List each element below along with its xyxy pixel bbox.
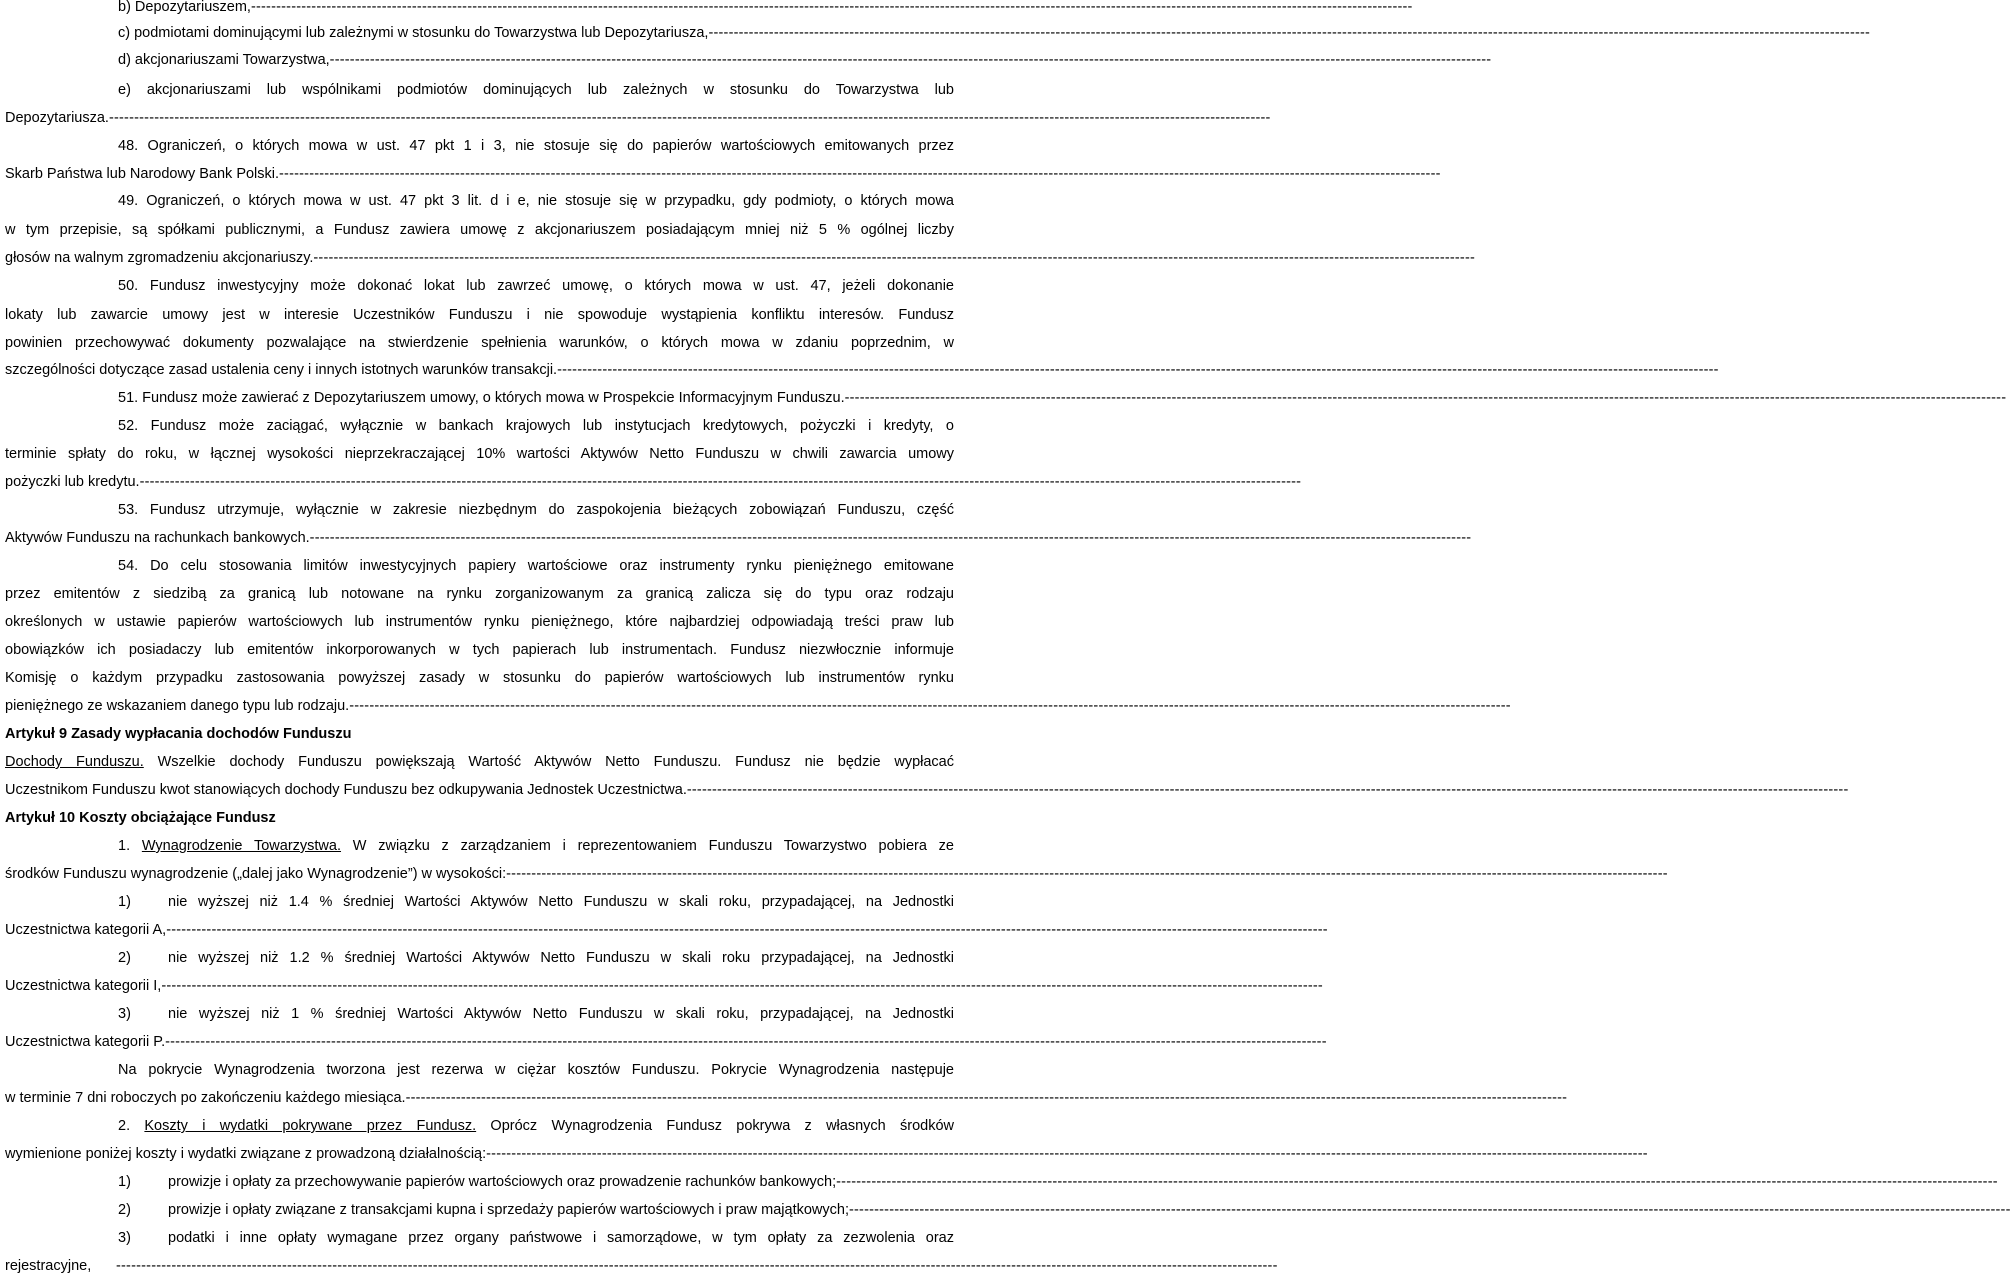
paragraph-text: Na pokrycie Wynagrodzenia tworzona jest rezerwa w ciężar kosztów Funduszu. Pokrycie Wynagrodzenia następuje [118, 1062, 954, 1078]
text-line [5, 528, 1472, 548]
dash-filler: --------------------------------------------------------------------------------------------------------------------------------------------------------------------------------------------------------------------------------------- [405, 1090, 1568, 1106]
section-title-koszty: Koszty i wydatki pokrywane przez Fundusz. [144, 1118, 477, 1134]
dash-filler: --------------------------------------------------------------------------------------------------------------------------------------------------------------------------------------------------------------------------------------- [686, 782, 1849, 798]
dash-filler: --------------------------------------------------------------------------------------------------------------------------------------------------------------------------------------------------------------------------------------- [329, 52, 1492, 68]
paragraph-text [118, 1116, 954, 1136]
dash-filler: --------------------------------------------------------------------------------------------------------------------------------------------------------------------------------------------------------------------------------------- [309, 530, 1472, 546]
dash-filler: --------------------------------------------------------------------------------------------------------------------------------------------------------------------------------------------------------------------------------------- [313, 250, 1476, 266]
paragraph-text: nie wyższej niż 1 % średniej Wartości Aktywów Netto Funduszu w skali roku, przypadającej, na Jednostki [168, 1006, 954, 1022]
dash-filler: --------------------------------------------------------------------------------------------------------------------------------------------------------------------------------------------------------------------------------------- [116, 1258, 1278, 1274]
item-number: 2) [118, 950, 131, 966]
text-line [5, 360, 1719, 380]
section-title-dochody: Dochody Funduszu. [5, 754, 144, 770]
dash-filler: --------------------------------------------------------------------------------------------------------------------------------------------------------------------------------------------------------------------------------------- [836, 1174, 1998, 1190]
dash-filler: --------------------------------------------------------------------------------------------------------------------------------------------------------------------------------------------------------------------------------------- [506, 866, 1668, 882]
text-line [5, 920, 1328, 940]
paragraph-49: 49. Ograniczeń, o których mowa w ust. 47 pkt 3 lit. d i e, nie stosuje się w przypadku, gdy podmioty, o których mowa [118, 193, 954, 209]
paragraph-text: w tym przepisie, są spółkami publicznymi, a Fundusz zawiera umowę z akcjonariuszem posiadającym mniej niż 5 % ogólnej liczby [5, 222, 954, 238]
text-line [5, 1088, 1568, 1108]
paragraph-text: lokaty lub zawarcie umowy jest w interesie Uczestników Funduszu i nie spowoduje wystąpienia konfliktu interesów. Fundusz [5, 307, 954, 323]
paragraph-text: wymienione poniżej koszty i wydatki związane z prowadzoną działalnością: [5, 1146, 487, 1162]
paragraph-text: prowizje i opłaty za przechowywanie papierów wartościowych oraz prowadzenie rachunków bankowych; [168, 1174, 837, 1190]
dash-filler: --------------------------------------------------------------------------------------------------------------------------------------------------------------------------------------------------------------------------------------- [708, 25, 1871, 41]
paragraph-48: 48. Ograniczeń, o których mowa w ust. 47 pkt 1 i 3, nie stosuje się do papierów wartościowych emitowanych przez [118, 138, 954, 154]
paragraph-text: Uczestnictwa kategorii I, [5, 978, 162, 994]
dash-filler: --------------------------------------------------------------------------------------------------------------------------------------------------------------------------------------------------------------------------------------- [486, 1146, 1648, 1162]
list-item-d: d) akcjonariuszami Towarzystwa, [118, 52, 330, 68]
paragraph-text: środków Funduszu wynagrodzenie („dalej jako Wynagrodzenie”) w wysokości: [5, 866, 507, 882]
paragraph-text: w terminie 7 dni roboczych po zakończeniu każdego miesiąca. [5, 1090, 406, 1106]
dash-filler: --------------------------------------------------------------------------------------------------------------------------------------------------------------------------------------------------------------------------------------- [349, 698, 1511, 714]
text-line [5, 780, 1849, 800]
paragraph-text: Oprócz Wynagrodzenia Fundusz pokrywa z własnych środków [476, 1118, 955, 1134]
paragraph-text: pożyczki lub kredytu. [5, 474, 140, 490]
text-line [5, 1144, 1648, 1164]
paragraph-text: Uczestnictwa kategorii A, [5, 922, 167, 938]
paragraph-text: Aktywów Funduszu na rachunkach bankowych. [5, 530, 310, 546]
paragraph-51: 51. Fundusz może zawierać z Depozytariuszem umowy, o których mowa w Prospekcie Informacyjnym Funduszu. [118, 390, 845, 406]
paragraph-text: nie wyższej niż 1.4 % średniej Wartości Aktywów Netto Funduszu w skali roku, przypadającej, na Jednostki [168, 894, 954, 910]
text-line [118, 0, 1413, 17]
paragraph-text: W związku z zarządzaniem i reprezentowaniem Funduszu Towarzystwo pobiera ze [341, 838, 954, 854]
article-10-heading: Artykuł 10 Koszty obciążające Fundusz [5, 810, 276, 826]
paragraph-text: obowiązków ich posiadaczy lub emitentów inkorporowanych w tych papierach lub instrumentach. Fundusz niezwłocznie informuje [5, 642, 954, 658]
dash-filler: --------------------------------------------------------------------------------------------------------------------------------------------------------------------------------------------------------------------------------------- [165, 1034, 1327, 1050]
dash-filler: --------------------------------------------------------------------------------------------------------------------------------------------------------------------------------------------------------------------------------------- [848, 1202, 2011, 1218]
paragraph-text: określonych w ustawie papierów wartościowych lub instrumentów rynku pieniężnego, które najbardziej odpowiadają treści praw lub [5, 614, 954, 630]
text-line [118, 23, 1871, 43]
paragraph-52: 52. Fundusz może zaciągać, wyłącznie w bankach krajowych lub instytucjach kredytowych, pożyczki i kredyty, o [118, 418, 954, 434]
paragraph-50: 50. Fundusz inwestycyjny może dokonać lokat lub zawrzeć umowę, o których mowa w ust. 47, jeżeli dokonanie [118, 278, 954, 294]
dash-filler: --------------------------------------------------------------------------------------------------------------------------------------------------------------------------------------------------------------------------------------- [844, 390, 2007, 406]
text-line [5, 1032, 1327, 1052]
item-number: 2. [118, 1118, 145, 1134]
item-number: 1) [118, 894, 131, 910]
text-line [118, 50, 1492, 70]
paragraph-text: szczególności dotyczące zasad ustalenia ceny i innych istotnych warunków transakcji. [5, 362, 558, 378]
paragraph-53: 53. Fundusz utrzymuje, wyłącznie w zakresie niezbędnym do zaspokojenia bieżących zobowiązań Funduszu, część [118, 502, 954, 518]
item-number: 2) [118, 1202, 131, 1218]
text-line [5, 472, 1302, 492]
text-line [5, 864, 1668, 884]
paragraph-text: nie wyższej niż 1.2 % średniej Wartości Aktywów Netto Funduszu w skali roku przypadającej, na Jednostki [168, 950, 954, 966]
cost-item-2 [118, 1200, 2011, 1220]
list-item-e: e) akcjonariuszami lub wspólnikami podmiotów dominujących lub zależnych w stosunku do Towarzystwa lub [118, 82, 954, 98]
list-item-c: c) podmiotami dominującymi lub zależnymi w stosunku do Towarzystwa lub Depozytariusza, [118, 25, 709, 41]
article-9-heading: Artykuł 9 Zasady wypłacania dochodów Funduszu [5, 726, 352, 742]
paragraph-text [118, 836, 954, 856]
paragraph-text: Depozytariusza. [5, 110, 109, 126]
dash-filler: --------------------------------------------------------------------------------------------------------------------------------------------------------------------------------------------------------------------------------------- [161, 978, 1323, 994]
paragraph-text: prowizje i opłaty związane z transakcjami kupna i sprzedaży papierów wartościowych i praw majątkowych; [168, 1202, 849, 1218]
cost-item-1 [118, 1172, 1998, 1192]
fee-item-1 [118, 892, 954, 912]
fee-item-3 [118, 1004, 954, 1024]
paragraph-text: podatki i inne opłaty wymagane przez organy państwowe i samorządowe, w tym opłaty za zezwolenia oraz [168, 1230, 954, 1246]
paragraph-text: Uczestnikom Funduszu kwot stanowiących dochody Funduszu bez odkupywania Jednostek Uczestnictwa. [5, 782, 687, 798]
paragraph-text: rejestracyjne, [5, 1258, 92, 1274]
paragraph-text: głosów na walnym zgromadzeniu akcjonariuszy. [5, 250, 314, 266]
dash-filler: --------------------------------------------------------------------------------------------------------------------------------------------------------------------------------------------------------------------------------------- [108, 110, 1271, 126]
text-line [5, 1256, 1278, 1276]
paragraph-text: powinien przechowywać dokumenty pozwalające na stwierdzenie spełnienia warunków, o których mowa w zdaniu poprzednim, w [5, 335, 954, 351]
dash-filler: --------------------------------------------------------------------------------------------------------------------------------------------------------------------------------------------------------------------------------------- [250, 0, 1413, 15]
paragraph-text: przez emitentów z siedzibą za granicą lub notowane na rynku zorganizowanym za granicą zalicza się do typu oraz rodzaju [5, 586, 954, 602]
text-line [5, 696, 1511, 716]
paragraph-text: pieniężnego ze wskazaniem danego typu lub rodzaju. [5, 698, 350, 714]
dash-filler: --------------------------------------------------------------------------------------------------------------------------------------------------------------------------------------------------------------------------------------- [139, 474, 1302, 490]
fee-item-2 [118, 948, 954, 968]
paragraph-text: Komisję o każdym przypadku zastosowania powyższej zasady w stosunku do papierów wartościowych lub instrumentów rynku [5, 670, 954, 686]
paragraph-54: 54. Do celu stosowania limitów inwestycyjnych papiery wartościowe oraz instrumenty rynku pieniężnego emitowane [118, 558, 954, 574]
text-line [5, 976, 1323, 996]
cost-item-3 [118, 1228, 954, 1248]
dash-filler: --------------------------------------------------------------------------------------------------------------------------------------------------------------------------------------------------------------------------------------- [557, 362, 1719, 378]
item-number: 1. [118, 838, 142, 854]
item-number: 1) [118, 1174, 131, 1190]
paragraph-text: Wszelkie dochody Funduszu powiększają Wartość Aktywów Netto Funduszu. Fundusz nie będzie wypłacać [143, 754, 954, 770]
item-number: 3) [118, 1230, 131, 1246]
text-line [118, 388, 2007, 408]
section-title-wynagrodzenie: Wynagrodzenie Towarzystwa. [141, 838, 342, 854]
paragraph-text: Skarb Państwa lub Narodowy Bank Polski. [5, 166, 280, 182]
item-number: 3) [118, 1006, 131, 1022]
paragraph-text: terminie spłaty do roku, w łącznej wysokości nieprzekraczającej 10% wartości Aktywów Netto Funduszu w chwili zawarcia umowy [5, 446, 954, 462]
dash-filler: --------------------------------------------------------------------------------------------------------------------------------------------------------------------------------------------------------------------------------------- [166, 922, 1328, 938]
dash-filler: --------------------------------------------------------------------------------------------------------------------------------------------------------------------------------------------------------------------------------------- [279, 166, 1441, 182]
list-item-b: b) Depozytariuszem, [118, 0, 251, 15]
paragraph-text [5, 752, 954, 772]
text-line [5, 164, 1441, 184]
text-line [5, 248, 1476, 268]
paragraph-text: Uczestnictwa kategorii P. [5, 1034, 166, 1050]
text-line [5, 108, 1271, 128]
